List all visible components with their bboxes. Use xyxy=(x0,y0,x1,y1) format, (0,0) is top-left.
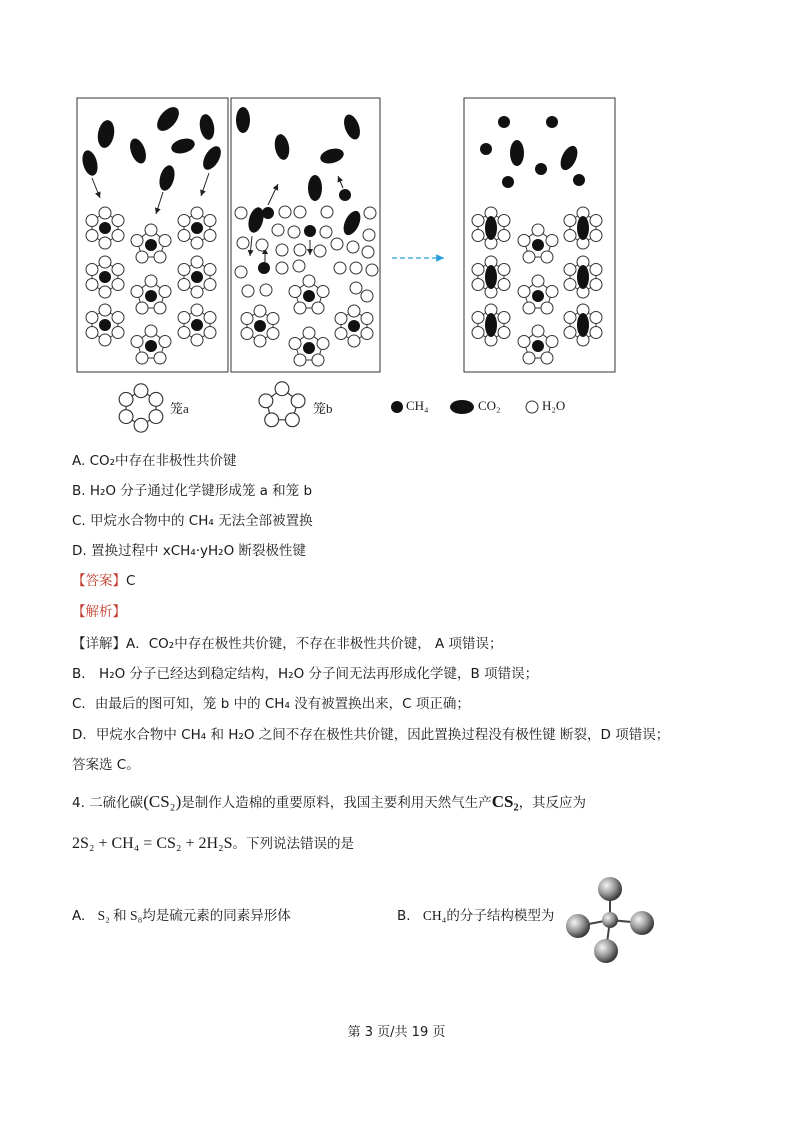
q4-option-a-species: S₂ 和 S₈ xyxy=(97,908,143,923)
q3-option-d: D. 置换过程中 xCH₄·yH₂O 断裂极性键 xyxy=(72,543,307,559)
ch4-legend-dot xyxy=(391,401,403,413)
panel-intermediate xyxy=(231,98,380,372)
co2-legend-ellipse xyxy=(450,400,474,414)
q4-stem-line2 xyxy=(72,834,354,854)
answer-tag: 【答案】 xyxy=(72,573,126,589)
panel-initial xyxy=(77,98,228,372)
legend-co2-label: CO₂ xyxy=(478,398,501,413)
q4-stem-part1: 二硫化碳 xyxy=(89,795,144,811)
analysis-a-text: A．CO₂中存在极性共价键，不存在非极性共价键， A 项错误； xyxy=(126,636,503,652)
q3-analysis-a xyxy=(72,634,503,654)
q4-option-a-label: A. xyxy=(72,908,86,924)
q3-answer-line xyxy=(72,571,135,591)
q4-option-b-label: B. xyxy=(397,908,411,924)
q4-option-a xyxy=(72,906,291,926)
legend-h2o-label: H₂O xyxy=(542,398,566,413)
q4-option-b-text: 的分子结构模型为 xyxy=(446,908,555,924)
h2o-legend-dot xyxy=(526,401,538,413)
detail-tag: 【详解】 xyxy=(72,636,126,652)
q4-stem-line1 xyxy=(72,792,586,813)
q4-stem-part4: 。下列说法错误的是 xyxy=(232,836,355,852)
q4-formula-cs2-2: CS₂ xyxy=(491,792,519,811)
q4-option-a-text: 均是硫元素的同素异形体 xyxy=(142,908,291,924)
legend-cage-a-label: 笼a xyxy=(170,401,189,416)
q3-analysis-heading xyxy=(72,602,126,622)
q3-option-c: C. 甲烷水合物中的 CH₄ 无法全部被置换 xyxy=(72,513,313,529)
q3-analysis-d: D．甲烷水合物中 CH₄ 和 H₂O 之间不存在极性共价键，因此置换过程没有极性键 断裂，D 项错误； xyxy=(72,727,670,743)
legend-ch4-label: CH₄ xyxy=(406,398,429,413)
q3-analysis-conclusion: 答案选 C。 xyxy=(72,757,140,773)
q4-stem-part2: 是制作人造棉的重要原料，我国主要利用天然气生产 xyxy=(181,795,492,811)
q3-option-a: A. CO₂中存在非极性共价键 xyxy=(72,453,237,469)
analysis-tag: 【解析】 xyxy=(72,604,126,620)
q4-stem-part3: ，其反应为 xyxy=(518,795,587,811)
hydrate-replacement-figure xyxy=(0,0,793,440)
q3-analysis-b: B． H₂O 分子已经达到稳定结构，H₂O 分子间无法再形成化学键，B 项错误； xyxy=(72,666,539,682)
q3-option-b: B. H₂O 分子通过化学键形成笼 a 和笼 b xyxy=(72,483,313,499)
q4-equation: 2S₂ + CH₄ = CS₂ + 2H₂S xyxy=(72,835,233,852)
q3-analysis-c: C．由最后的图可知，笼 b 中的 CH₄ 没有被置换出来，C 项正确； xyxy=(72,696,470,712)
answer-value: C xyxy=(126,573,136,589)
ch4-molecule-model xyxy=(558,875,663,970)
q4-option-b xyxy=(397,906,554,926)
q4-option-b-species: CH₄ xyxy=(422,908,447,923)
q4-number: 4. xyxy=(72,795,85,811)
legend-cage-b-label: 笼b xyxy=(313,401,333,416)
q4-formula-cs2: (CS₂) xyxy=(143,792,182,811)
page-footer: 第 3 页/共 19 页 xyxy=(347,1025,446,1040)
panel-final xyxy=(464,98,615,372)
